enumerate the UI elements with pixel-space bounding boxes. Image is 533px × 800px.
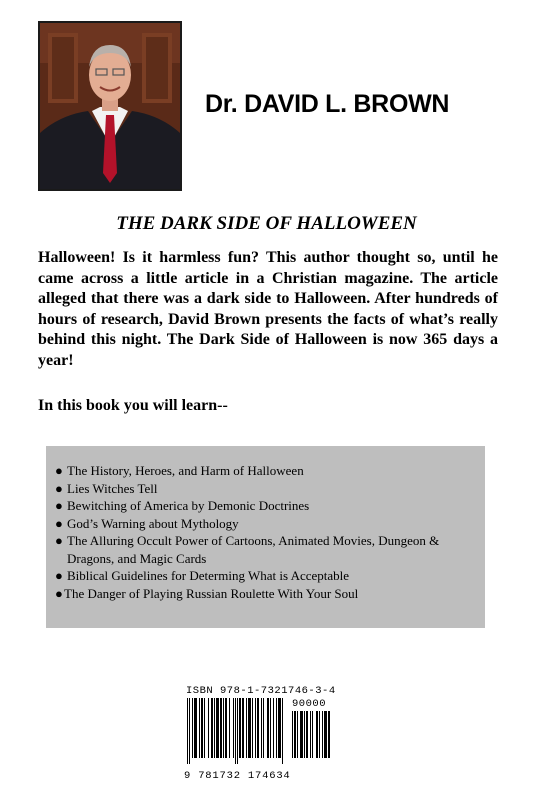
price-code: 90000 [292,698,327,710]
barcode-bar [187,698,188,764]
book-title: THE DARK SIDE OF HALLOWEEN [116,213,417,234]
barcode-bar [189,698,190,764]
list-item: ● Bewitching of America by Demonic Doctrines [55,498,310,513]
author-name: Dr. DAVID L. BROWN [205,90,450,118]
barcode-number: 9 781732 174634 [184,770,291,782]
barcode-bar [194,698,197,758]
barcode-bar [248,698,251,758]
list-item: ● Lies Witches Tell [55,480,158,496]
bullet-icon: ● [55,480,63,496]
barcode-bar [255,698,256,758]
barcode-bar [310,711,311,758]
author-photo [38,21,182,191]
barcode-bar [199,698,200,758]
list-item: ● The Alluring Occult Power of Cartoons, Animated Movies, Dungeon & Dragons, and Magic Cards [55,533,440,566]
barcode-bar [316,711,318,758]
barcode-bar [300,711,303,758]
barcode-bar [270,698,271,758]
barcode-bar [294,711,296,758]
price-barcode-bars-icon [292,711,344,764]
list-item: ● God’s Warning about Mythology [55,515,239,531]
bullet-icon: ● [55,533,63,548]
barcode-bar [276,698,277,758]
barcode-bar [246,698,247,758]
topics-list [55,462,477,602]
barcode-bar [267,698,269,758]
price-barcode [292,711,344,769]
barcode-bar [235,698,236,764]
barcode-bar [328,711,330,758]
barcode-bar [278,698,281,758]
barcode-bar [252,698,253,758]
topics-box [46,446,485,628]
bullet-icon: ● [55,568,63,583]
barcode-bar [220,698,222,758]
barcode-bar [204,698,205,758]
barcode-bar [306,711,308,758]
barcode-bar [211,698,213,758]
barcode-bar [292,711,293,758]
book-description: Halloween! Is it harmless fun? This author thought so, until he came across a little article in a Christian magazine. The article alleged that there was a dark side to Halloween. After hundreds of hours of research, David Brown presents the facts of what’s really behind this night. The Dark Side of Halloween is now 365 days a year! [38,249,498,369]
barcode-bar [223,698,224,758]
barcode-bar [282,698,283,764]
barcode-bar [229,698,230,758]
barcode-bar [257,698,259,758]
bullet-icon: ● [55,515,63,531]
bullet-icon: ● [55,463,63,478]
list-item: ● Biblical Guidelines for Determing What is Acceptable [55,568,350,583]
author-portrait-image [40,23,180,189]
barcode-bar [322,711,323,758]
barcode-bar [216,698,219,758]
isbn-label: ISBN 978-1-7321746-3-4 [186,685,336,697]
barcode-bar [225,698,227,758]
barcode-bar [273,698,274,758]
barcode-bar [312,711,313,758]
list-item: ● The History, Heroes, and Harm of Halloween [55,463,304,478]
barcode-bar [239,698,241,758]
barcode-bar [233,698,234,758]
barcode-bar [192,698,193,758]
learn-intro: In this book you will learn-- [38,397,228,414]
list-item: ● The Danger of Playing Russian Roulette With Your Soul [55,585,359,601]
barcode-bar [304,711,305,758]
barcode-bar [261,698,262,758]
barcode-bar [324,711,327,758]
barcode-bar [208,698,209,758]
barcode-bar [214,698,215,758]
bullet-icon: ● [55,585,63,601]
barcode-bar [297,711,298,758]
bullet-icon: ● [55,498,63,513]
barcode-bar [201,698,203,758]
barcode-bar [319,711,320,758]
barcode-bar [242,698,244,758]
barcode-bars-icon [187,698,287,764]
barcode-bar [263,698,264,758]
barcode-bar [237,698,238,764]
